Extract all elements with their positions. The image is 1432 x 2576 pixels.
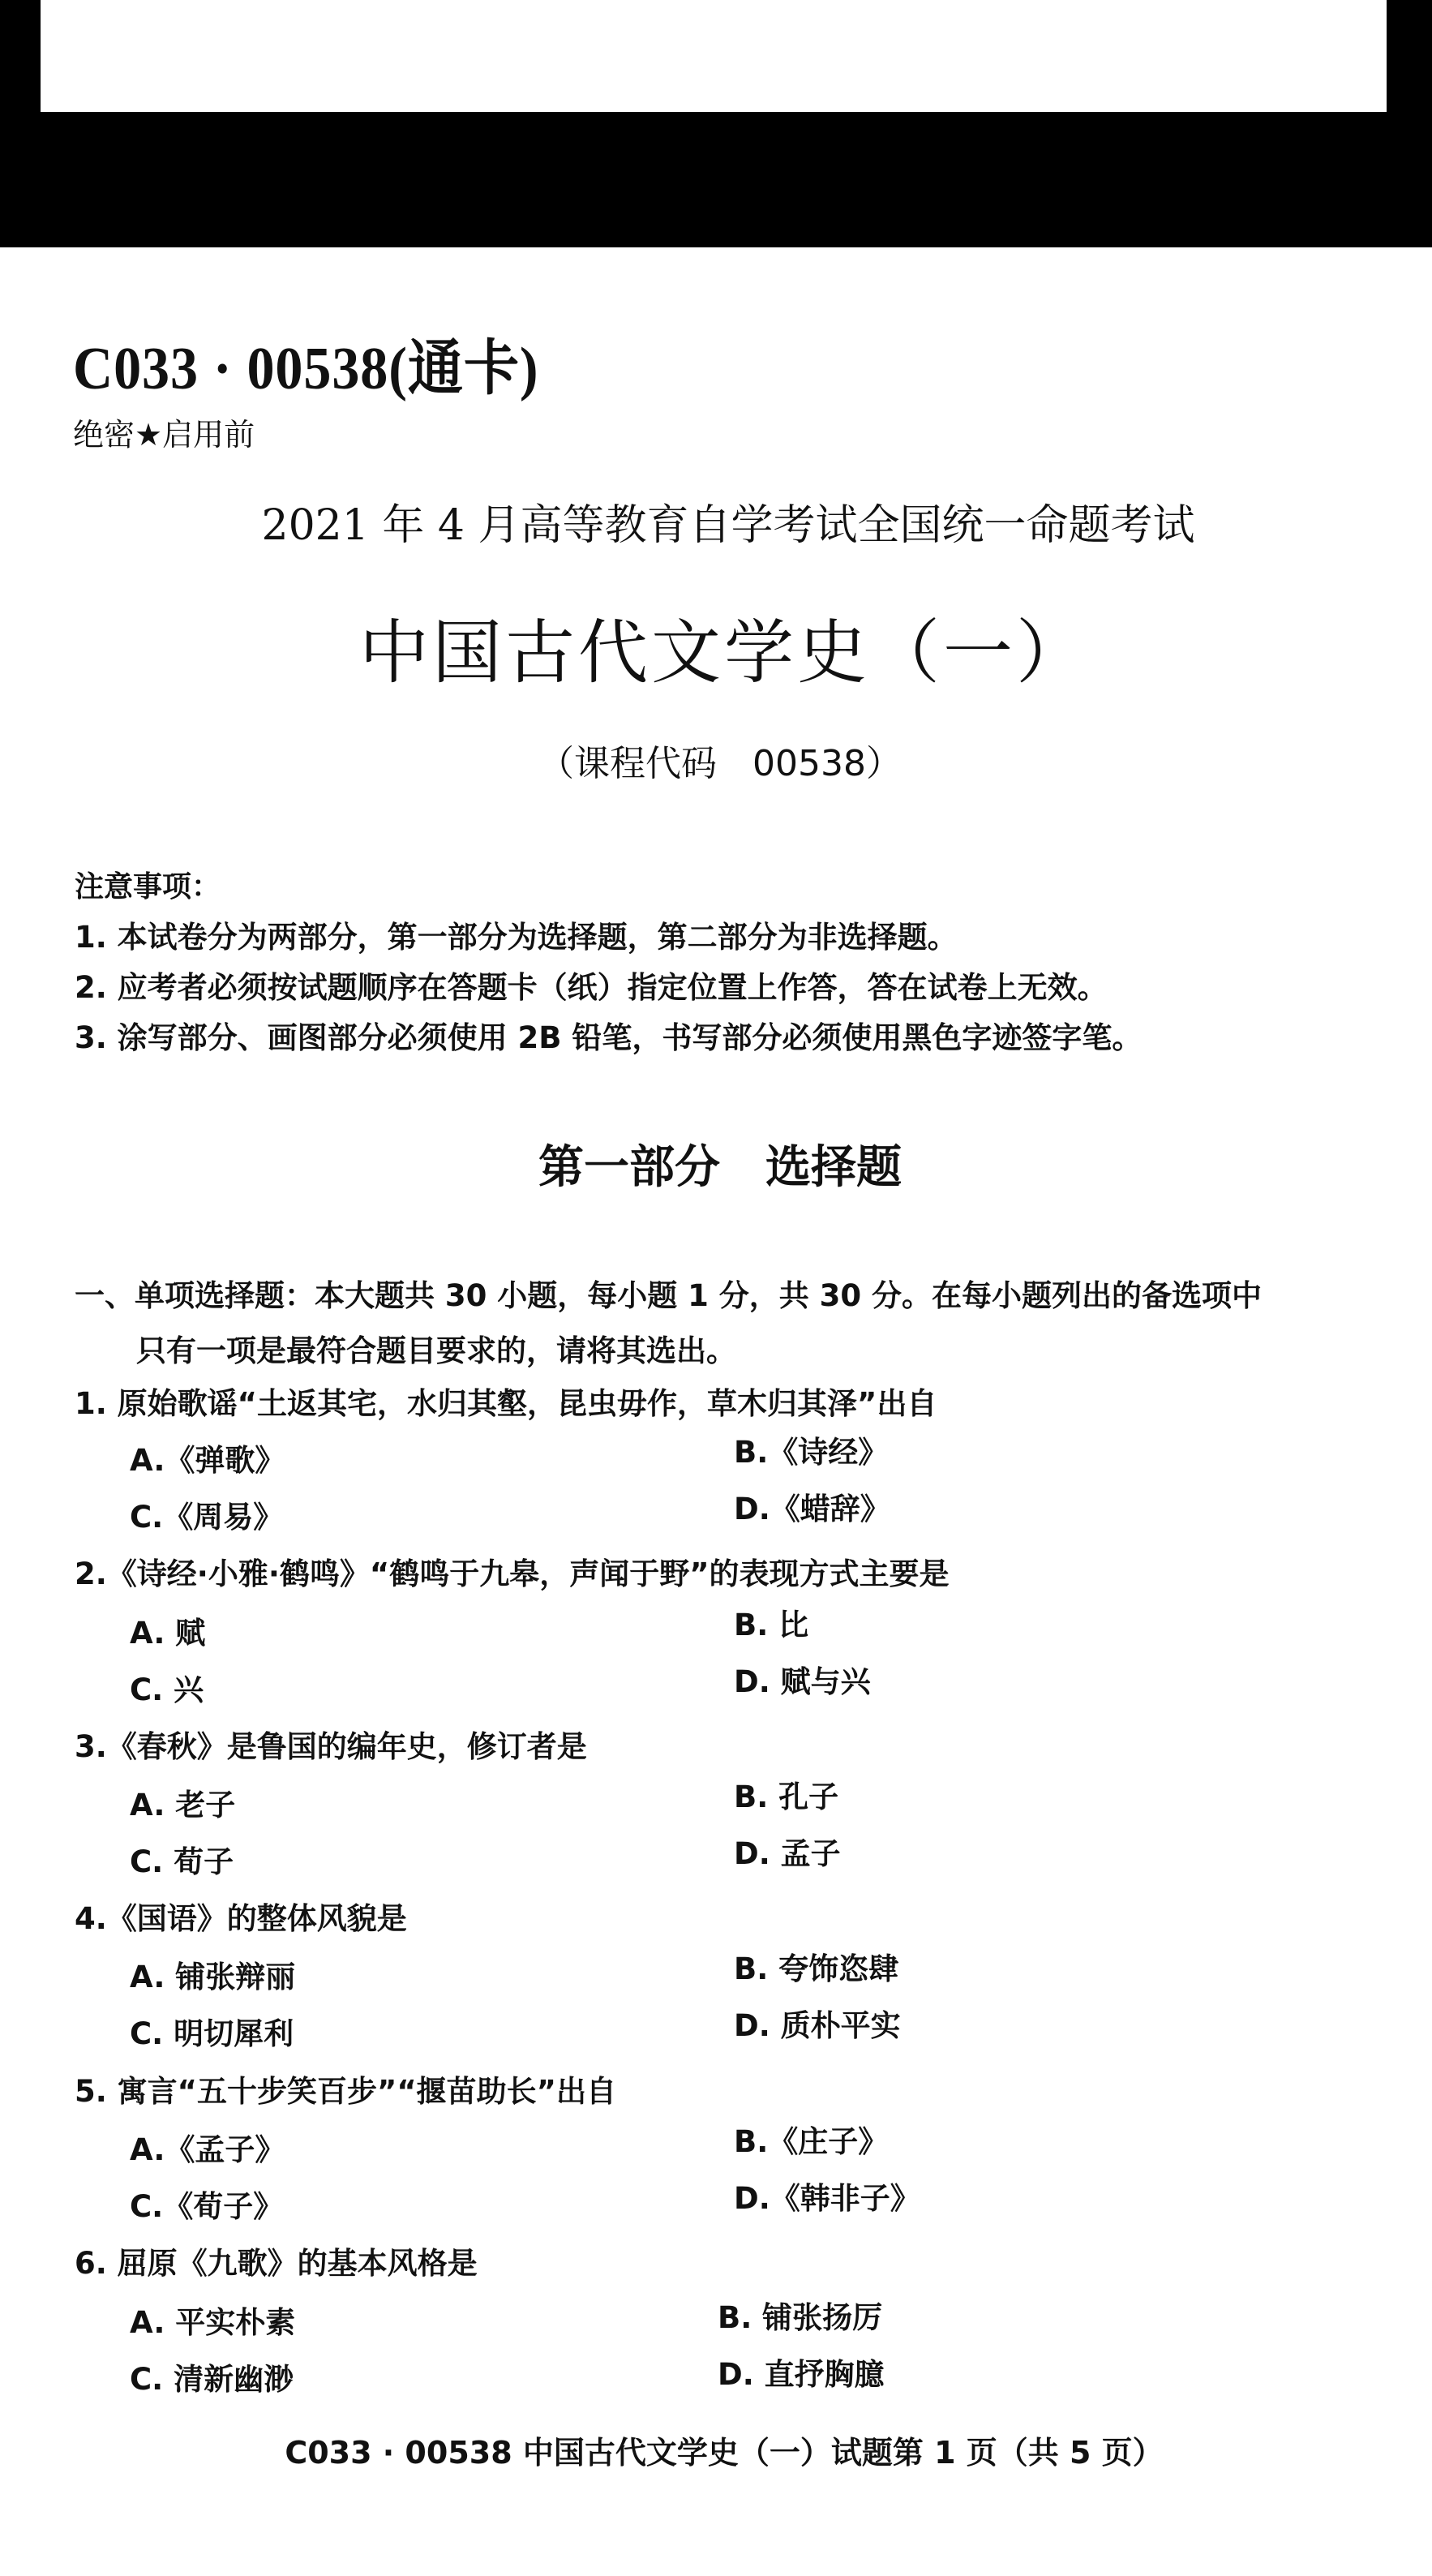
exam-paper-code: C033 · 00538(通卡) [73,336,539,402]
question-3-option-b: B. 孔子 [734,1780,839,1814]
question-6-option-b: B. 铺张扬厉 [718,2300,883,2335]
question-1-stem: 1. 原始歌谣“土返其宅，水归其壑，昆虫毋作，草木归其泽”出自 [75,1386,937,1421]
question-6-option-d: D. 直抒胸臆 [718,2357,885,2392]
question-2-option-d: D. 赋与兴 [734,1664,871,1699]
question-6-option-c: C. 清新幽渺 [130,2362,294,2397]
question-3-option-c: C. 荀子 [130,1844,234,1879]
question-4-option-d: D. 质朴平实 [734,2008,901,2043]
question-3-stem: 3.《春秋》是鲁国的编年史，修订者是 [75,1729,587,1764]
notice-heading: 注意事项： [75,870,221,904]
question-2-option-c: C. 兴 [130,1672,204,1707]
question-5-option-b: B.《庄子》 [734,2124,889,2159]
question-4-option-c: C. 明切犀利 [130,2016,294,2051]
secret-label: 绝密★启用前 [73,417,255,453]
question-1-option-c: C.《周易》 [130,1500,284,1535]
part-heading: 第一部分 选择题 [538,1141,902,1194]
question-3-option-a: A. 老子 [130,1788,236,1823]
section-intro-continued: 只有一项是最符合题目要求的，请将其选出。 [136,1333,736,1368]
notice-item: 3. 涂写部分、画图部分必须使用 2B 铅笔，书写部分必须使用黑色字迹签字笔。 [75,1020,1143,1055]
question-1-option-d: D.《蜡辞》 [734,1492,890,1526]
question-1-option-a: A.《弹歌》 [130,1443,285,1478]
question-1-option-b: B.《诗经》 [734,1435,889,1470]
question-5-option-c: C.《荀子》 [130,2189,284,2224]
notice-item: 1. 本试卷分为两部分，第一部分为选择题，第二部分为非选择题。 [75,920,958,955]
question-2-stem: 2.《诗经·小雅·鹤鸣》“鹤鸣于九皋，声闻于野”的表现方式主要是 [75,1556,950,1591]
question-6-stem: 6. 屈原《九歌》的基本风格是 [75,2246,478,2281]
section-intro: 一、单项选择题：本大题共 30 小题，每小题 1 分，共 30 分。在每小题列出的备选项中 [75,1278,1263,1313]
scan-top-white-box [41,0,1387,112]
notice-item: 2. 应考者必须按试题顺序在答题卡（纸）指定位置上作答，答在试卷上无效。 [75,970,1108,1005]
course-code: （课程代码 00538） [538,743,902,784]
scan-top-black-band [0,0,1432,247]
question-2-option-a: A. 赋 [130,1616,206,1651]
question-4-option-b: B. 夸饰恣肆 [734,1951,899,1986]
question-5-option-d: D.《韩非子》 [734,2181,920,2216]
question-5-stem: 5. 寓言“五十步笑百步”“揠苗助长”出自 [75,2074,616,2109]
question-2-option-b: B. 比 [734,1608,809,1642]
page-footer: C033 · 00538 中国古代文学史（一）试题第 1 页（共 5 页） [285,2435,1164,2471]
exam-title: 2021 年 4 月高等教育自学考试全国统一命题考试 [261,501,1195,550]
question-4-stem: 4.《国语》的整体风貌是 [75,1901,407,1936]
question-6-option-a: A. 平实朴素 [130,2305,296,2340]
question-5-option-a: A.《孟子》 [130,2132,285,2167]
question-3-option-d: D. 孟子 [734,1836,841,1871]
exam-page [0,247,1432,2576]
course-title: 中国古代文学史（一） [359,612,1089,693]
question-4-option-a: A. 铺张辩丽 [130,1960,296,1994]
